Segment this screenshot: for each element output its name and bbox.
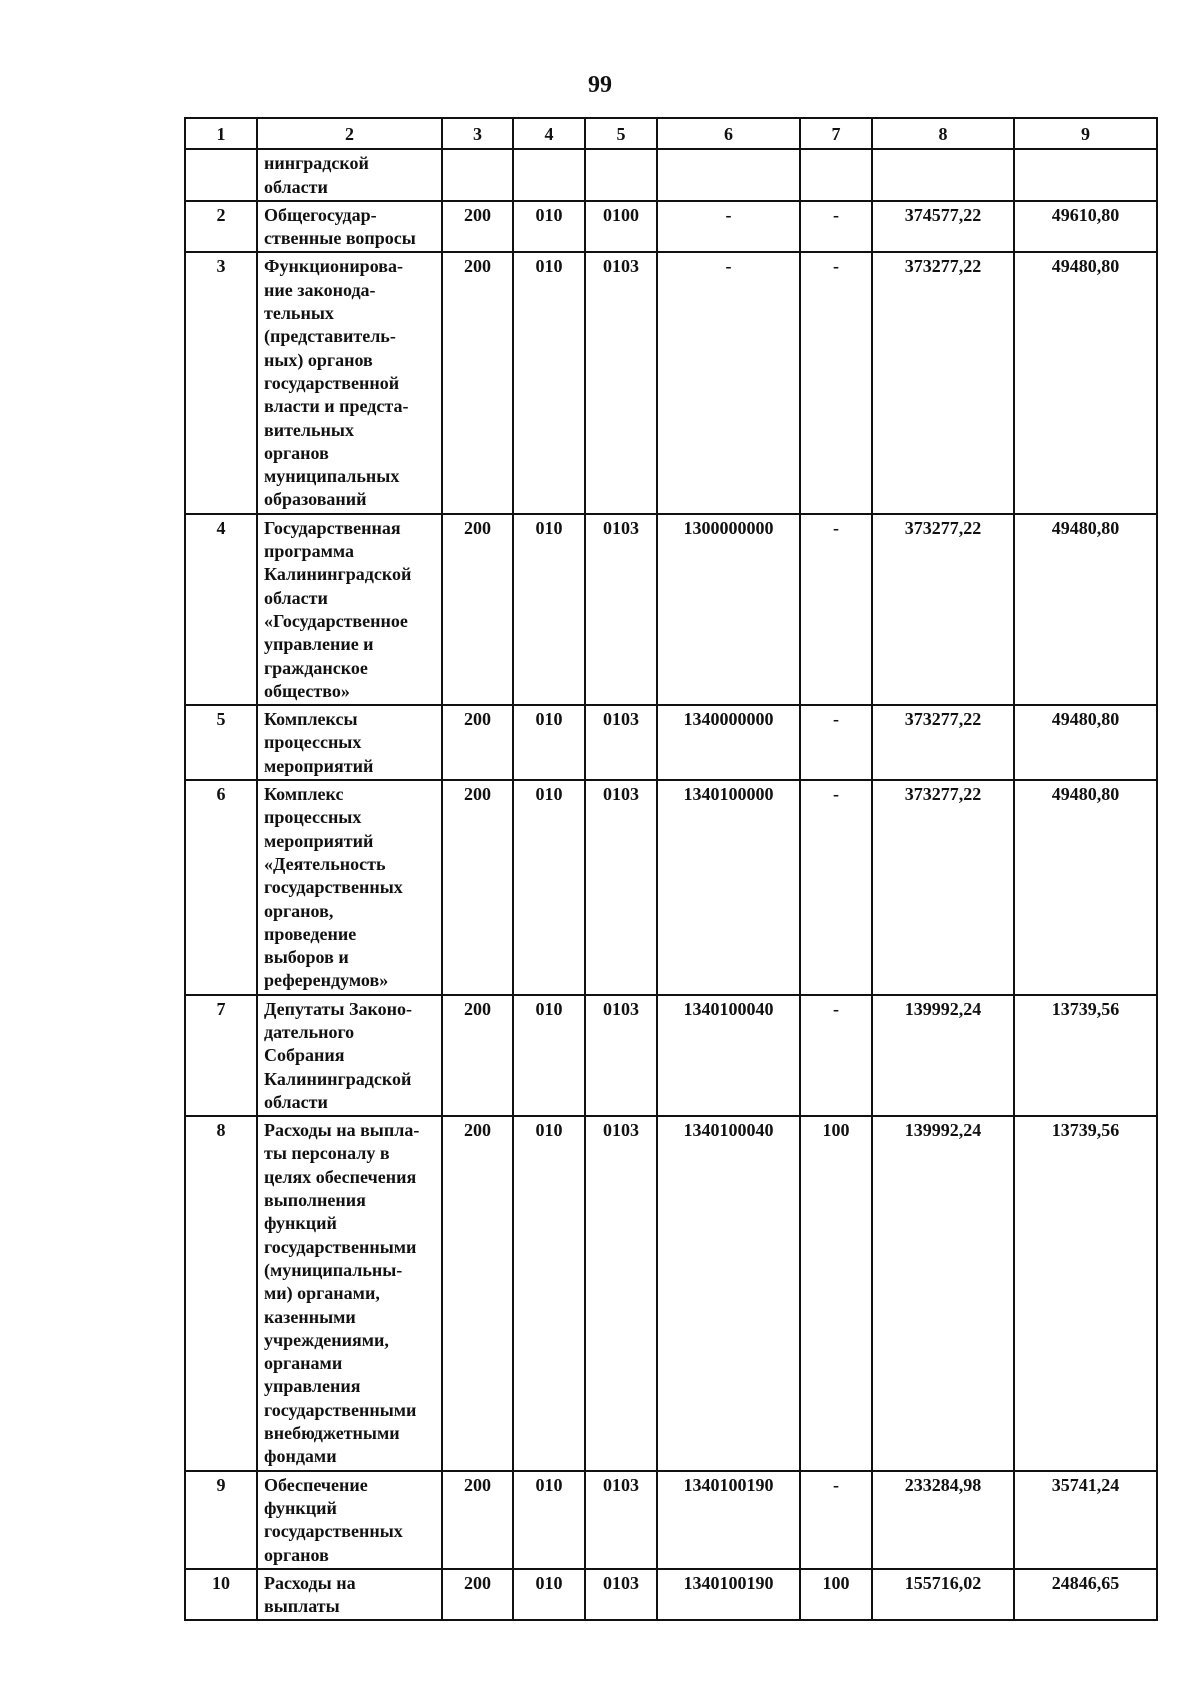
- amount-cell: [1014, 149, 1157, 201]
- row-number-cell: 7: [185, 995, 257, 1116]
- amount-cell: 49480,80: [1014, 705, 1157, 780]
- row-name-line: государственной: [264, 372, 400, 393]
- subsection-code-cell: 0103: [585, 995, 657, 1116]
- budget-table: [184, 117, 1158, 1621]
- amount-cell: 35741,24: [1014, 1471, 1157, 1569]
- row-number-cell: 4: [185, 514, 257, 705]
- amount-cell: 49480,80: [1014, 780, 1157, 995]
- section-code-cell: 010: [513, 514, 585, 705]
- row-name-line: выполнения: [264, 1190, 366, 1211]
- row-name-line: нинградской: [264, 153, 369, 174]
- table-row: [185, 1116, 1157, 1470]
- page-number: 99: [588, 72, 612, 98]
- section-code-cell: 010: [513, 705, 585, 780]
- expense-type-cell: -: [800, 514, 872, 705]
- target-article-cell: -: [657, 252, 800, 513]
- row-number-cell: 3: [185, 252, 257, 513]
- row-name-line: органов: [264, 1544, 329, 1565]
- row-name-cell: [257, 780, 442, 995]
- row-name-line: Функционирова-: [264, 256, 403, 277]
- row-name-cell: [257, 252, 442, 513]
- row-name-line: (муниципальны-: [264, 1259, 403, 1280]
- amount-cell: 13739,56: [1014, 995, 1157, 1116]
- amount-cell: [872, 149, 1014, 201]
- row-name-line: органами: [264, 1353, 343, 1374]
- subsection-code-cell: 0103: [585, 1116, 657, 1470]
- subsection-code-cell: 0100: [585, 201, 657, 253]
- row-name-line: Комплексы: [264, 709, 358, 730]
- section-code-cell: 010: [513, 1116, 585, 1470]
- table-row: [185, 201, 1157, 253]
- row-name-line: тельных: [264, 303, 334, 324]
- amount-cell: 373277,22: [872, 514, 1014, 705]
- subsection-code-cell: 0103: [585, 780, 657, 995]
- amount-cell: 139992,24: [872, 995, 1014, 1116]
- row-name-line: ты персоналу в: [264, 1143, 390, 1164]
- row-name-line: мероприятий: [264, 830, 374, 851]
- ministry-code-cell: 200: [442, 1471, 513, 1569]
- row-name-line: казенными: [264, 1306, 356, 1327]
- row-name-line: муниципальных: [264, 466, 400, 487]
- row-name-line: Государственная: [264, 517, 401, 538]
- row-name-line: области: [264, 176, 328, 197]
- row-name-line: Обеспечение: [264, 1474, 368, 1495]
- amount-cell: 139992,24: [872, 1116, 1014, 1470]
- row-number-cell: 9: [185, 1471, 257, 1569]
- target-article-cell: 1300000000: [657, 514, 800, 705]
- ministry-code-cell: 200: [442, 201, 513, 253]
- expense-type-cell: -: [800, 780, 872, 995]
- subsection-code-cell: 0103: [585, 252, 657, 513]
- expense-type-cell: [800, 149, 872, 201]
- row-number-cell: 2: [185, 201, 257, 253]
- column-header: 4: [513, 118, 585, 149]
- table-row: [185, 780, 1157, 995]
- row-name-line: государственных: [264, 877, 403, 898]
- column-header: 2: [257, 118, 442, 149]
- subsection-code-cell: 0103: [585, 514, 657, 705]
- row-name-line: ственные вопросы: [264, 228, 416, 249]
- amount-cell: 373277,22: [872, 780, 1014, 995]
- row-name-line: внебюджетными: [264, 1423, 400, 1444]
- target-article-cell: 1340100190: [657, 1569, 800, 1621]
- row-name-line: органов,: [264, 900, 334, 921]
- subsection-code-cell: [585, 149, 657, 201]
- row-name-line: власти и предста-: [264, 396, 409, 417]
- row-number-cell: 8: [185, 1116, 257, 1470]
- row-name-line: фондами: [264, 1446, 337, 1467]
- target-article-cell: [657, 149, 800, 201]
- ministry-code-cell: 200: [442, 514, 513, 705]
- row-name-cell: [257, 1116, 442, 1470]
- ministry-code-cell: 200: [442, 252, 513, 513]
- row-name-line: выборов и: [264, 947, 349, 968]
- target-article-cell: 1340100040: [657, 1116, 800, 1470]
- row-name-cell: [257, 705, 442, 780]
- expense-type-cell: 100: [800, 1116, 872, 1470]
- row-name-line: ние законода-: [264, 279, 376, 300]
- row-name-line: Депутаты Законо-: [264, 998, 412, 1019]
- row-name-line: учреждениями,: [264, 1329, 389, 1350]
- ministry-code-cell: 200: [442, 1569, 513, 1621]
- section-code-cell: [513, 149, 585, 201]
- subsection-code-cell: 0103: [585, 1569, 657, 1621]
- column-header: 9: [1014, 118, 1157, 149]
- row-name-line: области: [264, 1091, 328, 1112]
- expense-type-cell: -: [800, 201, 872, 253]
- row-name-line: образований: [264, 489, 367, 510]
- row-name-line: области: [264, 587, 328, 608]
- row-name-line: управление и: [264, 634, 374, 655]
- subsection-code-cell: 0103: [585, 705, 657, 780]
- column-header: 7: [800, 118, 872, 149]
- target-article-cell: 1340100000: [657, 780, 800, 995]
- row-name-cell: [257, 149, 442, 201]
- target-article-cell: 1340100040: [657, 995, 800, 1116]
- amount-cell: 233284,98: [872, 1471, 1014, 1569]
- amount-cell: 373277,22: [872, 705, 1014, 780]
- expense-type-cell: -: [800, 1471, 872, 1569]
- row-name-line: мероприятий: [264, 755, 374, 776]
- row-name-line: вительных: [264, 419, 354, 440]
- table-row: [185, 514, 1157, 705]
- row-name-cell: [257, 201, 442, 253]
- row-name-line: Расходы на: [264, 1572, 356, 1593]
- row-name-line: «Деятельность: [264, 853, 386, 874]
- row-name-line: проведение: [264, 923, 357, 944]
- row-name-cell: [257, 514, 442, 705]
- row-name-line: государственных: [264, 1521, 403, 1542]
- column-header: 8: [872, 118, 1014, 149]
- row-name-line: ных) органов: [264, 349, 373, 370]
- row-name-line: государственными: [264, 1236, 417, 1257]
- row-name-line: процессных: [264, 807, 362, 828]
- subsection-code-cell: 0103: [585, 1471, 657, 1569]
- table-row: [185, 995, 1157, 1116]
- amount-cell: 49610,80: [1014, 201, 1157, 253]
- row-name-cell: [257, 1569, 442, 1621]
- column-header: 6: [657, 118, 800, 149]
- row-name-line: Собрания: [264, 1045, 345, 1066]
- row-number-cell: 10: [185, 1569, 257, 1621]
- row-name-line: ми) органами,: [264, 1283, 380, 1304]
- row-name-line: «Государственное: [264, 610, 408, 631]
- table-row: [185, 1569, 1157, 1621]
- column-header: 1: [185, 118, 257, 149]
- target-article-cell: 1340000000: [657, 705, 800, 780]
- expense-type-cell: -: [800, 995, 872, 1116]
- amount-cell: 374577,22: [872, 201, 1014, 253]
- row-name-line: референдумов»: [264, 970, 389, 991]
- row-name-line: программа: [264, 541, 354, 562]
- column-header: 5: [585, 118, 657, 149]
- row-number-cell: [185, 149, 257, 201]
- row-name-line: целях обеспечения: [264, 1166, 417, 1187]
- table-row: [185, 1471, 1157, 1569]
- row-name-line: функций: [264, 1497, 337, 1518]
- ministry-code-cell: 200: [442, 1116, 513, 1470]
- row-name-line: Расходы на выпла-: [264, 1120, 420, 1141]
- section-code-cell: 010: [513, 201, 585, 253]
- amount-cell: 49480,80: [1014, 252, 1157, 513]
- row-name-line: Калининградской: [264, 564, 412, 585]
- row-name-line: Калининградской: [264, 1068, 412, 1089]
- expense-type-cell: 100: [800, 1569, 872, 1621]
- amount-cell: 155716,02: [872, 1569, 1014, 1621]
- row-name-line: функций: [264, 1213, 337, 1234]
- row-name-line: управления: [264, 1376, 361, 1397]
- table-row: [185, 252, 1157, 513]
- table-header-row: [185, 118, 1157, 149]
- row-name-cell: [257, 995, 442, 1116]
- column-header: 3: [442, 118, 513, 149]
- row-name-line: (представитель-: [264, 326, 396, 347]
- row-name-line: Общегосудар-: [264, 204, 377, 225]
- row-name-line: органов: [264, 442, 329, 463]
- amount-cell: 49480,80: [1014, 514, 1157, 705]
- table-row: [185, 149, 1157, 201]
- row-number-cell: 5: [185, 705, 257, 780]
- ministry-code-cell: 200: [442, 780, 513, 995]
- row-name-line: дательного: [264, 1021, 355, 1042]
- expense-type-cell: -: [800, 252, 872, 513]
- amount-cell: 13739,56: [1014, 1116, 1157, 1470]
- table-body: [185, 149, 1157, 1620]
- section-code-cell: 010: [513, 780, 585, 995]
- row-name-line: государственными: [264, 1399, 417, 1420]
- target-article-cell: 1340100190: [657, 1471, 800, 1569]
- target-article-cell: -: [657, 201, 800, 253]
- expense-type-cell: -: [800, 705, 872, 780]
- row-name-cell: [257, 1471, 442, 1569]
- ministry-code-cell: [442, 149, 513, 201]
- row-name-line: общество»: [264, 680, 350, 701]
- section-code-cell: 010: [513, 995, 585, 1116]
- row-number-cell: 6: [185, 780, 257, 995]
- row-name-line: Комплекс: [264, 784, 344, 805]
- row-name-line: выплаты: [264, 1596, 340, 1617]
- amount-cell: 24846,65: [1014, 1569, 1157, 1621]
- section-code-cell: 010: [513, 1471, 585, 1569]
- ministry-code-cell: 200: [442, 705, 513, 780]
- ministry-code-cell: 200: [442, 995, 513, 1116]
- amount-cell: 373277,22: [872, 252, 1014, 513]
- row-name-line: процессных: [264, 732, 362, 753]
- section-code-cell: 010: [513, 1569, 585, 1621]
- row-name-line: гражданское: [264, 657, 368, 678]
- section-code-cell: 010: [513, 252, 585, 513]
- table-row: [185, 705, 1157, 780]
